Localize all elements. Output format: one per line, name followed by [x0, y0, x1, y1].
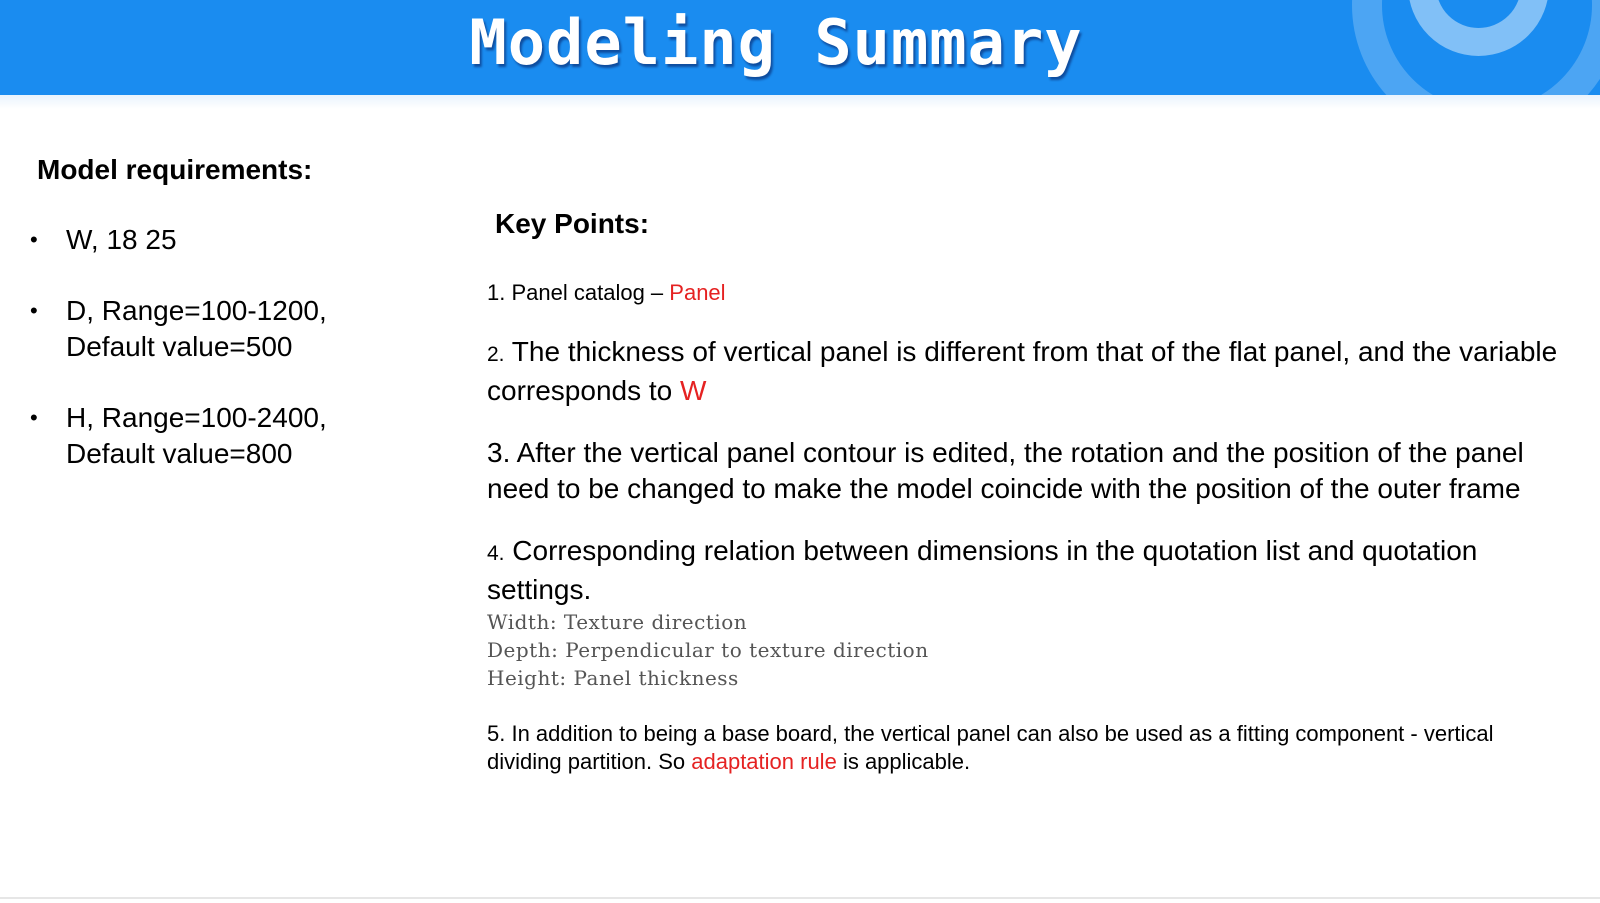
- point-text: Panel catalog –: [511, 280, 664, 305]
- key-point-2: [487, 334, 1567, 409]
- requirement-text: [66, 222, 177, 258]
- dimension-height: Height: Panel thickness: [487, 666, 739, 690]
- requirement-line: D, Range=100-1200,: [66, 295, 327, 326]
- requirement-default: Default value=500: [66, 331, 293, 362]
- header-banner: [0, 0, 1600, 95]
- page-title: Modeling Summary: [469, 6, 1083, 79]
- footer-divider: [0, 897, 1600, 899]
- key-point-5: [487, 720, 1567, 776]
- key-point-4: [487, 533, 1567, 608]
- model-requirements-heading: Model requirements:: [37, 154, 313, 185]
- requirement-text: [66, 293, 327, 365]
- point-text: 5. In addition to being a base board, the vertical panel can also be used as a fitting component - vertical dividing partition. So: [487, 721, 1494, 774]
- list-item: [30, 400, 450, 472]
- point-text: Corresponding relation between dimensions in the quotation list and quotation settings.: [487, 535, 1478, 605]
- bullet-icon: •: [30, 298, 38, 323]
- dimension-width: Width: Texture direction: [487, 610, 748, 634]
- key-points-heading: Key Points:: [495, 208, 650, 239]
- list-item: [30, 293, 450, 365]
- point-number: 2.: [487, 343, 505, 366]
- requirement-line: H, Range=100-2400,: [66, 402, 327, 433]
- bullet-icon: •: [30, 405, 38, 430]
- bullet-icon: •: [30, 227, 38, 252]
- point-number: 1.: [487, 280, 506, 305]
- requirement-text: [66, 400, 327, 472]
- key-point-3: [487, 435, 1567, 507]
- key-point-1: [487, 280, 1567, 306]
- dimension-mapping-list: [487, 608, 1567, 692]
- list-item: [30, 222, 450, 258]
- header-shadow: [0, 95, 1600, 109]
- key-points-list: [487, 280, 1567, 776]
- point-highlight: Panel: [669, 280, 726, 305]
- point-text-end: is applicable.: [842, 749, 971, 774]
- requirement-default: Default value=800: [66, 438, 293, 469]
- point-highlight: W: [680, 375, 707, 406]
- point-number: 4.: [487, 542, 505, 565]
- requirements-list: [30, 222, 450, 507]
- point-highlight: adaptation rule: [691, 749, 837, 774]
- requirement-line: W, 18 25: [66, 224, 177, 255]
- dimension-depth: Depth: Perpendicular to texture direction: [487, 638, 929, 662]
- point-text: The thickness of vertical panel is different from that of the flat panel, and the variable corresponds to: [487, 336, 1558, 406]
- point-text: 3. After the vertical panel contour is edited, the rotation and the position of the panel need to be changed to make the model coincide with the position of the outer frame: [487, 437, 1524, 504]
